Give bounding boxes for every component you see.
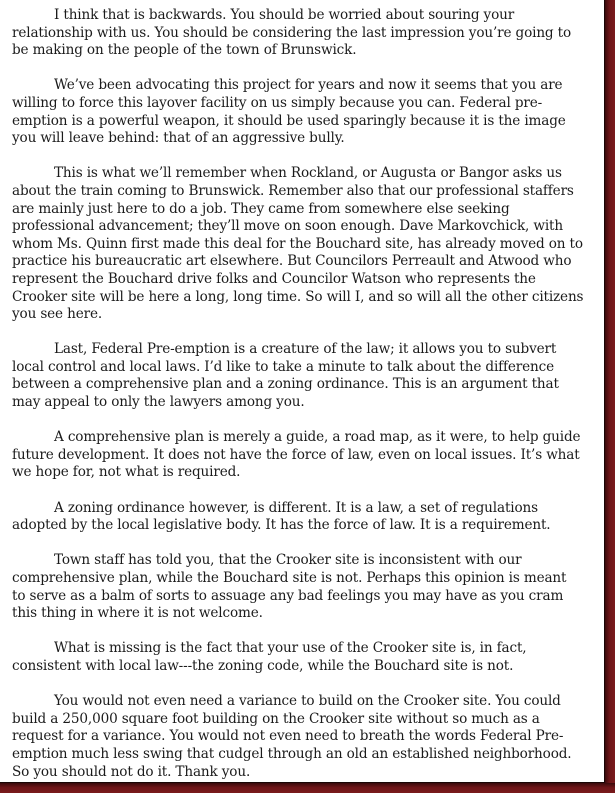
- text-line: local control and local laws. I’d like to take a minute to talk about the difference: [12, 358, 555, 375]
- text-line: A zoning ordinance however, is different. It is a law, a set of regulations: [54, 499, 538, 516]
- page-shadow-bottom: [0, 783, 615, 793]
- text-line: A comprehensive plan is merely a guide, a road map, as it were, to help guide: [54, 429, 581, 446]
- text-line: Town staff has told you, that the Crooker site is inconsistent with our: [54, 552, 522, 569]
- text-line: Last, Federal Pre-emption is a creature of the law; it allows you to subvert: [54, 341, 557, 358]
- text-line: practice his bureaucratic art elsewhere. But Councilors Perreault and Atwood who: [12, 253, 572, 270]
- paragraph: [12, 341, 604, 411]
- text-line: What is missing is the fact that your use of the Crooker site is, in fact,: [54, 640, 527, 657]
- paragraph: [12, 500, 604, 535]
- text-line: are mainly just here to do a job. They came from somewhere else seeking: [12, 200, 510, 217]
- text-line: comprehensive plan, while the Bouchard site is not. Perhaps this opinion is meant: [12, 570, 567, 586]
- text-line: So you should not do it. Thank you.: [12, 763, 251, 780]
- text-line: adopted by the local legislative body. It has the force of law. It is a requirement.: [12, 517, 551, 534]
- document-body: [12, 7, 604, 783]
- text-line: about the train coming to Brunswick. Remember also that our professional staffers: [12, 182, 574, 199]
- text-line: represent the Bouchard drive folks and Councilor Watson who represents the: [12, 270, 536, 287]
- paragraph: [12, 693, 604, 781]
- text-line: we hope for, not what is required.: [12, 464, 241, 481]
- text-line: future development. It does not have the force of law, even on local issues. It’s what: [12, 446, 580, 463]
- text-line: to serve as a balm of sorts to assuage any bad feelings you may have as you cram: [12, 587, 564, 604]
- paragraph: [12, 552, 604, 622]
- text-line: consistent with local law---the zoning code, while the Bouchard site is not.: [12, 657, 514, 674]
- text-line: Crooker site will be here a long, long time. So will I, and so will all the other citizens: [12, 288, 584, 305]
- paragraph: [12, 165, 604, 323]
- paragraph: [12, 429, 604, 482]
- text-line: I think that is backwards. You should be worried about souring your: [54, 7, 515, 23]
- text-line: be making on the people of the town of Brunswick.: [12, 42, 357, 59]
- text-line: build a 250,000 square foot building on the Crooker site without so much as a: [12, 710, 540, 727]
- paragraph: [12, 7, 604, 60]
- text-line: You would not even need a variance to build on the Crooker site. You could: [54, 693, 561, 710]
- text-line: this thing in where it is not welcome.: [12, 605, 263, 622]
- text-line: emption is a powerful weapon, it should be used sparingly because it is the image: [12, 112, 566, 129]
- text-line: you will leave behind: that of an aggressive bully.: [12, 130, 345, 147]
- text-line: request for a variance. You would not even need to breath the words Federal Pre-: [12, 728, 564, 745]
- text-line: you see here.: [12, 306, 103, 323]
- page-shadow-right: [605, 0, 615, 793]
- text-line: This is what we’ll remember when Rockland, or Augusta or Bangor asks us: [54, 165, 562, 182]
- paragraph: [12, 77, 604, 147]
- text-line: whom Ms. Quinn first made this deal for the Bouchard site, has already moved on to: [12, 235, 583, 252]
- text-line: emption much less swing that cudgel through an old an established neighborhood.: [12, 745, 572, 762]
- text-line: professional advancement; they’ll move on soon enough. Dave Markovchick, with: [12, 218, 563, 235]
- text-line: willing to force this layover facility on us simply because you can. Federal pre-: [12, 94, 543, 111]
- text-line: between a comprehensive plan and a zoning ordinance. This is an argument that: [12, 376, 559, 393]
- text-line: We’ve been advocating this project for years and now it seems that you are: [54, 77, 563, 94]
- paragraph: [12, 640, 604, 675]
- text-line: may appeal to only the lawyers among you.: [12, 394, 305, 411]
- text-line: relationship with us. You should be considering the last impression you’re going to: [12, 24, 571, 41]
